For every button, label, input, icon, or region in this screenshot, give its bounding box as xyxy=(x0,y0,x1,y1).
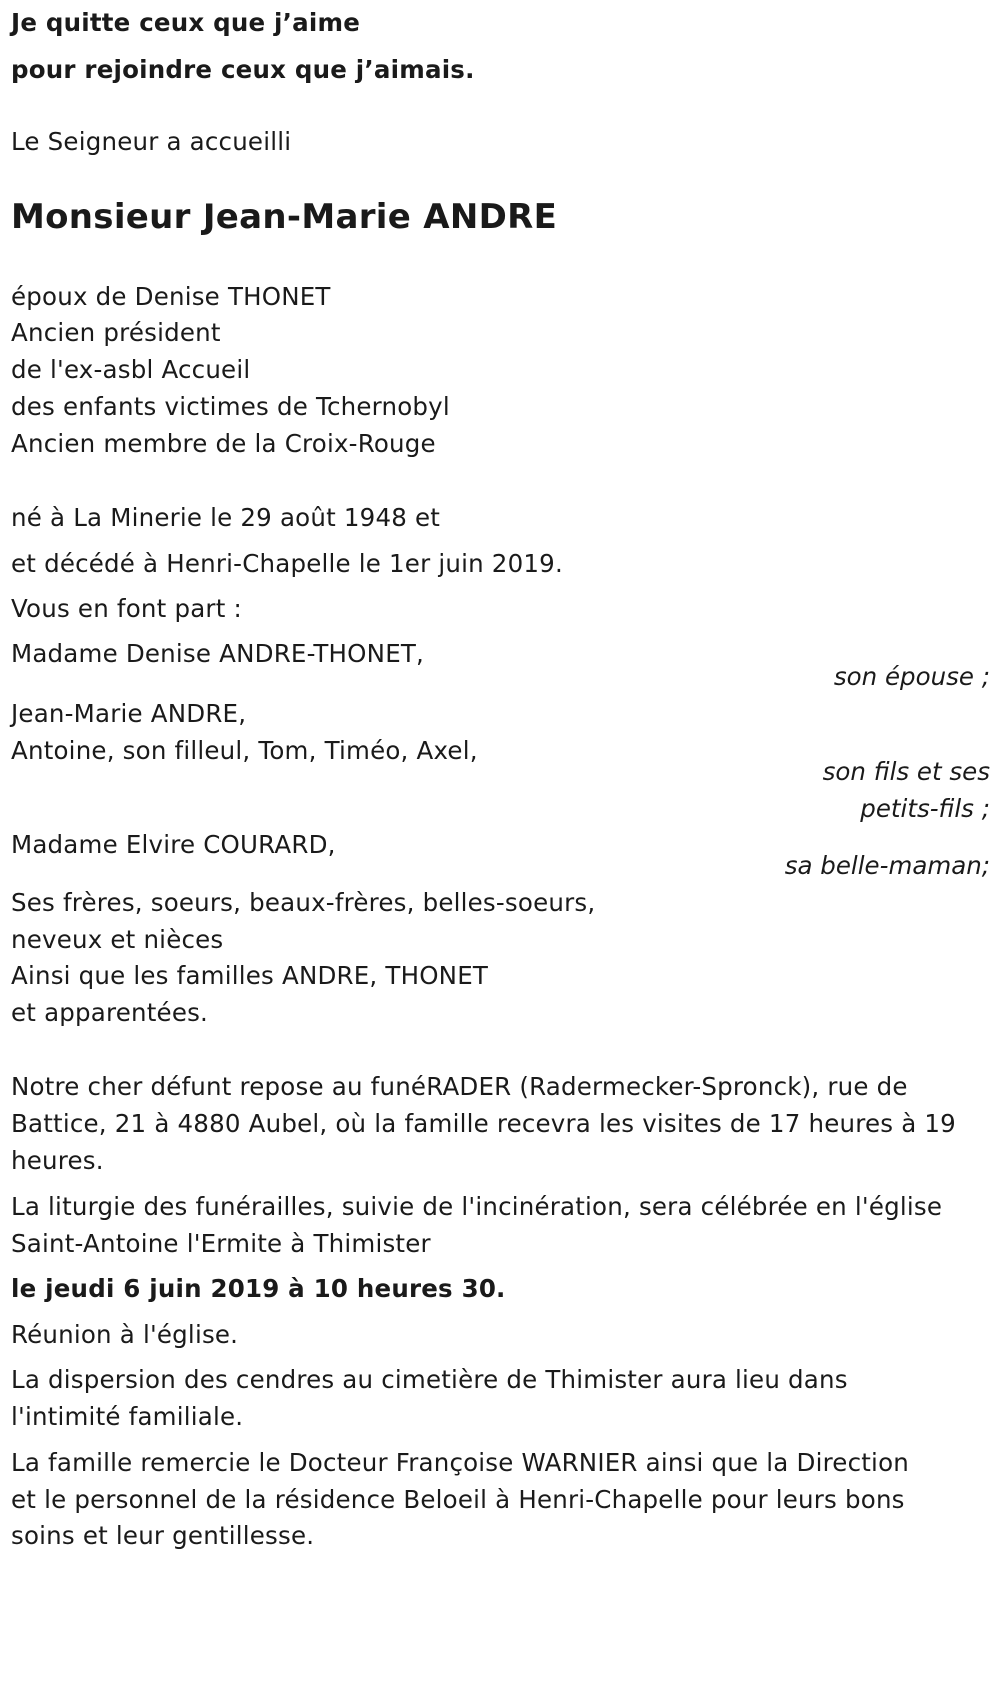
mother-in-law-name: Madame Elvire COURARD, xyxy=(11,830,336,859)
thanks-line-2: et le personnel de la résidence Beloeil à Henri-Chapelle pour leurs bons xyxy=(11,1485,905,1514)
nephews-text: neveux et nièces xyxy=(11,925,224,954)
title-line: des enfants victimes de Tchernobyl xyxy=(11,392,450,421)
death-text: et décédé à Henri-Chapelle le 1er juin 2019. xyxy=(11,549,563,578)
meeting-text: Réunion à l'église. xyxy=(11,1320,239,1349)
families-text: Ainsi que les familles ANDRE, THONET xyxy=(11,961,489,990)
liturgy-line-1: La liturgie des funérailles, suivie de l'incinération, sera célébrée en l'église xyxy=(11,1192,943,1221)
son-role-line-2: petits-fils ; xyxy=(860,794,990,823)
quote-line-1: Je quitte ceux que j’aime xyxy=(11,8,361,37)
funeral-date-time: le jeudi 6 juin 2019 à 10 heures 30. xyxy=(11,1274,506,1303)
son-name: Jean-Marie ANDRE, xyxy=(11,699,247,728)
deceased-name: Monsieur Jean-Marie ANDRE xyxy=(11,197,558,237)
grandsons-names: Antoine, son filleul, Tom, Timéo, Axel, xyxy=(11,736,478,765)
mother-in-law-role: sa belle-maman; xyxy=(784,851,990,880)
quote-line-2: pour rejoindre ceux que j’aimais. xyxy=(11,55,475,84)
liturgy-line-2: Saint-Antoine l'Ermite à Thimister xyxy=(11,1229,431,1258)
dispersion-line-2: l'intimité familiale. xyxy=(11,1402,244,1431)
title-line: Ancien président xyxy=(11,318,221,347)
birth-text: né à La Minerie le 29 août 1948 et xyxy=(11,503,441,532)
title-line: époux de Denise THONET xyxy=(11,282,331,311)
thanks-line-3: soins et leur gentillesse. xyxy=(11,1521,315,1550)
son-role-line-1: son fils et ses xyxy=(822,757,990,786)
intro-text: Le Seigneur a accueilli xyxy=(11,127,292,156)
rest-line-2: Battice, 21 à 4880 Aubel, où la famille recevra les visites de 17 heures à 19 xyxy=(11,1109,956,1138)
title-line: Ancien membre de la Croix-Rouge xyxy=(11,429,436,458)
announce-text: Vous en font part : xyxy=(11,594,242,623)
rest-line-1: Notre cher défunt repose au funéRADER (Radermecker-Spronck), rue de xyxy=(11,1072,908,1101)
spouse-name: Madame Denise ANDRE-THONET, xyxy=(11,639,425,668)
dispersion-line-1: La dispersion des cendres au cimetière de Thimister aura lieu dans xyxy=(11,1365,848,1394)
title-line: de l'ex-asbl Accueil xyxy=(11,355,251,384)
related-text: et apparentées. xyxy=(11,998,209,1027)
thanks-line-1: La famille remercie le Docteur Françoise WARNIER ainsi que la Direction xyxy=(11,1448,909,1477)
rest-line-3: heures. xyxy=(11,1146,104,1175)
siblings-text: Ses frères, soeurs, beaux-frères, belles-soeurs, xyxy=(11,888,596,917)
spouse-role: son épouse ; xyxy=(833,662,990,691)
